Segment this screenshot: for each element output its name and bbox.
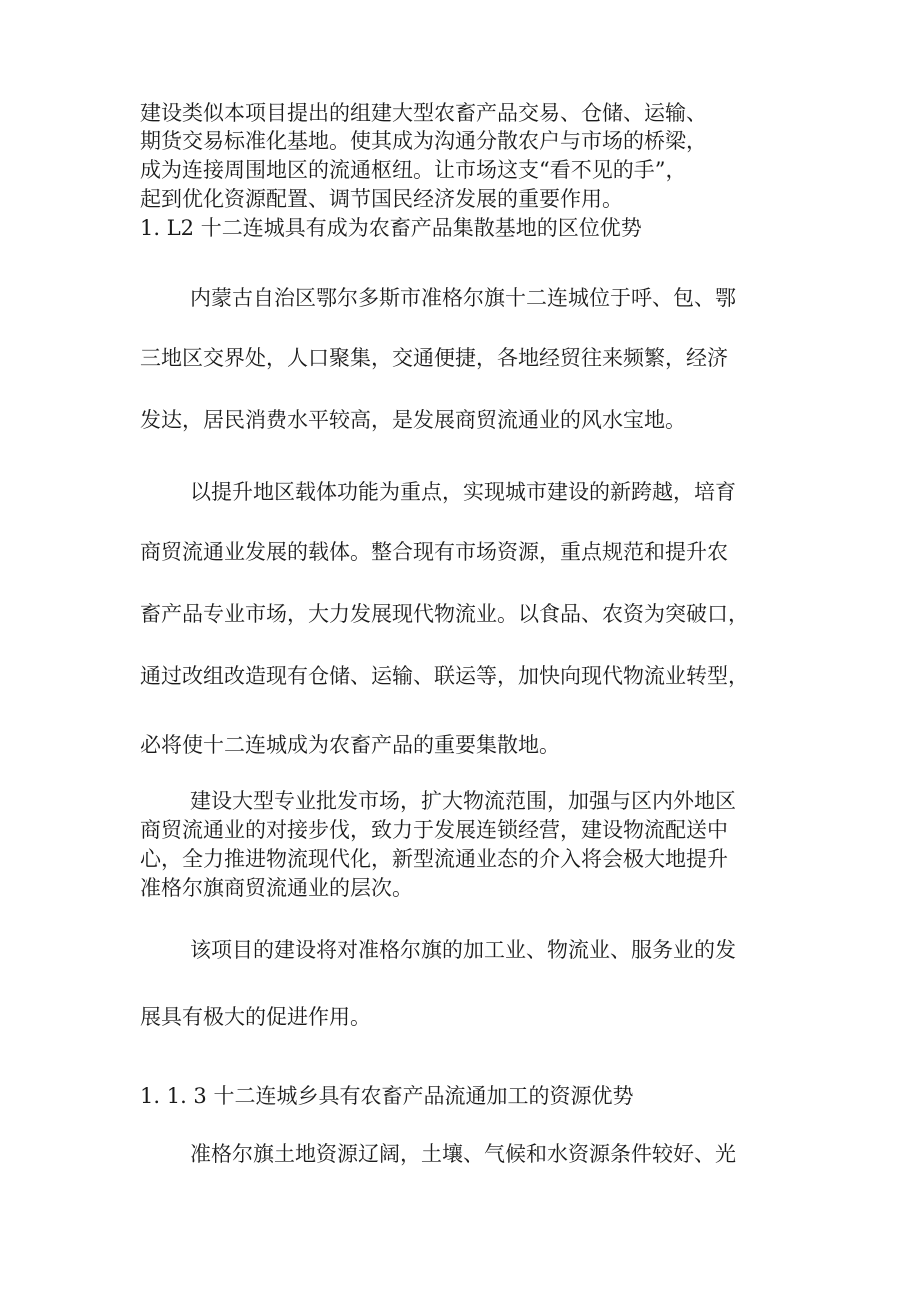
paragraph-1-line-1: 建设类似本项目提出的组建大型农畜产品交易、仓储、运输、 [140,101,707,125]
paragraph-4-line-1: 建设大型专业批发市场，扩大物流范围，加强与区内外地区 [190,789,736,813]
section-heading-1-1-3: 1. 1. 3 十二连城乡具有农畜产品流通加工的资源优势 [140,1084,634,1108]
paragraph-2-line-1: 内蒙古自治区鄂尔多斯市准格尔旗十二连城位于呼、包、鄂 [190,286,736,310]
paragraph-4-line-3: 心，全力推进物流现代化，新型流通业态的介入将会极大地提升 [140,847,728,871]
paragraph-3-line-2: 商贸流通业发展的载体。整合现有市场资源，重点规范和提升农 [140,540,728,564]
paragraph-3-line-3: 畜产品专业市场，大力发展现代物流业。以食品、农资为突破口， [140,602,749,626]
section-heading-1-1-2: 1. L2 十二连城具有成为农畜产品集散基地的区位优势 [140,216,642,240]
paragraph-3-line-1: 以提升地区载体功能为重点，实现城市建设的新跨越，培育 [190,480,736,504]
paragraph-2-line-3: 发达，居民消费水平较高，是发展商贸流通业的风水宝地。 [140,408,686,432]
paragraph-1-line-4: 起到优化资源配置、调节国民经济发展的重要作用。 [140,187,623,211]
paragraph-5-line-2: 展具有极大的促进作用。 [140,1005,371,1029]
paragraph-5-line-1: 该项目的建设将对准格尔旗的加工业、物流业、服务业的发 [190,938,736,962]
paragraph-6-line-1: 准格尔旗土地资源辽阔，土壤、气候和水资源条件较好、光 [190,1142,736,1166]
paragraph-2-line-2: 三地区交界处，人口聚集，交通便捷，各地经贸往来频繁，经济 [140,346,728,370]
paragraph-4-line-4: 准格尔旗商贸流通业的层次。 [140,876,413,900]
paragraph-1-line-3: 成为连接周围地区的流通枢纽。让市场这支“看不见的手”， [140,158,687,182]
paragraph-3-line-4: 通过改组改造现有仓储、运输、联运等，加快向现代物流业转型， [140,664,749,688]
paragraph-4-line-2: 商贸流通业的对接步伐，致力于发展连锁经营，建设物流配送中 [140,818,728,842]
paragraph-1-line-2: 期货交易标准化基地。使其成为沟通分散农户与市场的桥梁， [140,129,707,153]
paragraph-3-line-5: 必将使十二连城成为农畜产品的重要集散地。 [140,733,560,757]
